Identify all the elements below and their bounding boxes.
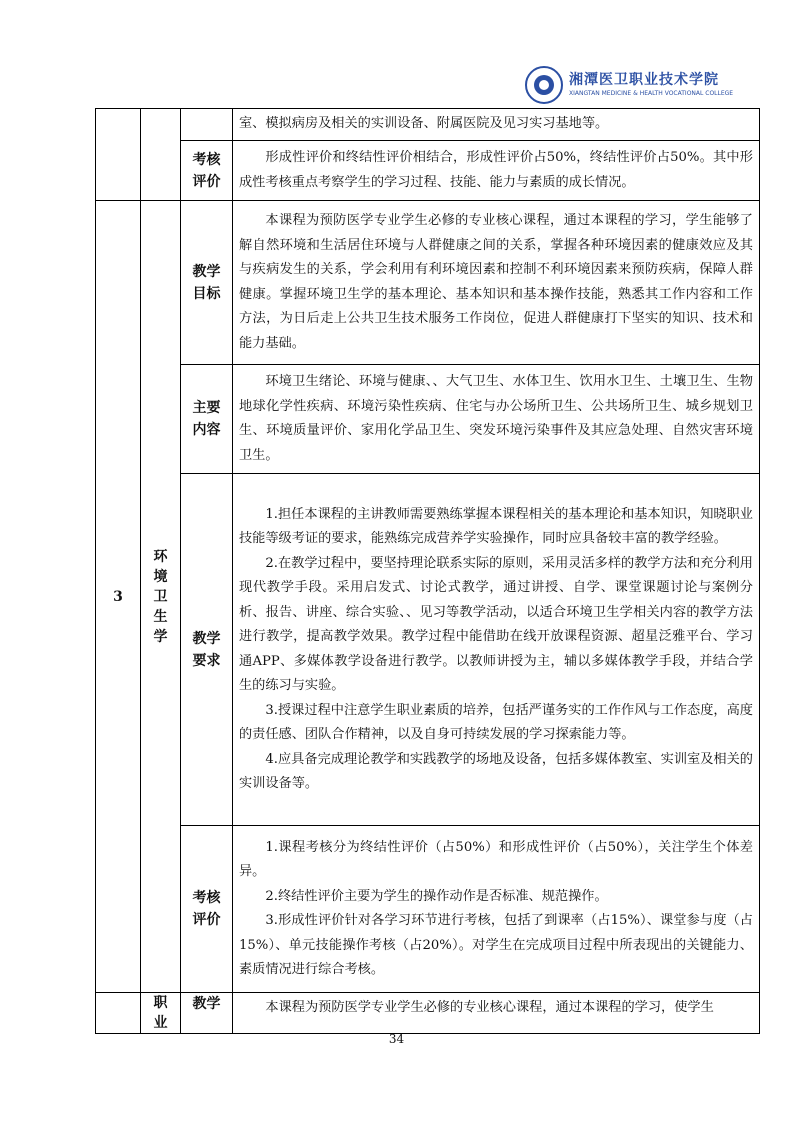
next-goal-text: 本课程为预防医学专业学生必修的专业核心课程，通过本课程的学习，使学生 — [265, 1000, 714, 1015]
requirement-item: 4.应具备完成理论教学和实践教学的场地及设备，包括多媒体教室、实训室及相关的实训设备等。 — [239, 751, 753, 791]
table-row — [96, 141, 760, 201]
row-label-requirements: 教学要求 — [181, 474, 233, 826]
row-label-goal: 教学目标 — [181, 201, 233, 365]
next-course-name: 职业 — [141, 993, 181, 1034]
requirement-item: 2.在教学过程中，要坚持理论联系实际的原则，采用灵活多样的教学方法和充分利用现代教学手段。采用启发式、讨论式教学，通过讲授、自学、课堂课题讨论与案例分析、报告、讲座、综合实验、、见习等教学活动，以适合环境卫生学相关内容的教学方法进行教学，提高教学效果。教学过程中能借助在线开放课程资源、超星泛雅平台、学习通APP、多媒体教学设备进行教学。以教师讲授为主，辅以多媒体教学手段，并结合学生的练习与实验。 — [239, 555, 753, 693]
assessment-item: 3.形成性评价针对各学习环节进行考核，包括了到课率（占15%）、课堂参与度（占15%）、单元技能操作考核（占20%）。对学生在完成项目过程中所表现出的关键能力、素质情况进行综合考核。 — [239, 913, 753, 977]
row-label-assessment: 考核评价 — [181, 826, 233, 993]
curriculum-table — [95, 108, 760, 1034]
content-text: 环境卫生绪论、环境与健康、、大气卫生、水体卫生、饮用水卫生、土壤卫生、生物地球化学性疾病、环境污染性疾病、住宅与办公场所卫生、公共场所卫生、城乡规划卫生、环境质量评价、家用化学品卫生、突发环境污染事件及其应急处理、自然灾害环境卫生。 — [239, 374, 753, 463]
table-row — [96, 474, 760, 826]
table-row — [96, 201, 760, 365]
row-label-goal: 教学 — [181, 993, 233, 1034]
course-number: 3 — [96, 201, 141, 993]
assessment-item: 1.课程考核分为终结性评价（占50%）和形成性评价（占50%），关注学生个体差异。 — [239, 839, 753, 879]
assessment-text: 形成性评价和终结性评价相结合，形成性评价占50%，终结性评价占50%。其中形成性考核重点考察学生的学习过程、技能、能力与素质的成长情况。 — [239, 150, 753, 190]
school-name-en: XIANGTAN MEDICINE & HEALTH VOCATIONAL COLLEGE — [569, 90, 734, 97]
row-label-content: 主要内容 — [181, 365, 233, 474]
course-name: 环境卫生学 — [141, 201, 181, 993]
assessment-item: 2.终结性评价主要为学生的操作动作是否标准、规范操作。 — [265, 888, 608, 904]
requirement-item: 1.担任本课程的主讲教师需要熟练掌握本课程相关的基本理论和基本知识，知晓职业技能等级考证的要求，能熟练完成营养学实验操作，同时应具备较丰富的教学经验。 — [239, 506, 753, 546]
table-row — [96, 993, 760, 1034]
requirement-item: 3.授课过程中注意学生职业素质的培养，包括严谨务实的工作作风与工作态度，高度的责任感、团队合作精神，以及自身可持续发展的学习探索能力等。 — [239, 702, 753, 742]
continued-text: 室、模拟病房及相关的实训设备、附属医院及见习实习基地等。 — [239, 116, 609, 132]
table-row — [96, 365, 760, 474]
goal-text: 本课程为预防医学专业学生必修的专业核心课程，通过本课程的学习，学生能够了解自然环境和生活居住环境与人群健康之间的关系，掌握各种环境因素的健康效应及其与疾病发生的关系，学会利用有利环境因素和控制不利环境因素来预防疾病，保障人群健康。掌握环境卫生学的基本理论、基本知识和基本操作技能，熟悉其工作内容和工作方法，为日后走上公共卫生技术服务工作岗位，促进人群健康打下坚实的知识、技术和能力基础。 — [239, 213, 753, 351]
page-number: 34 — [388, 1032, 405, 1046]
table-row — [96, 109, 760, 141]
school-name-cn: 湘潭医卫职业技术学院 — [569, 72, 719, 88]
row-label-assessment: 考核评价 — [181, 141, 233, 201]
table-row — [96, 826, 760, 993]
school-logo — [525, 66, 734, 108]
school-emblem-icon — [525, 66, 563, 104]
